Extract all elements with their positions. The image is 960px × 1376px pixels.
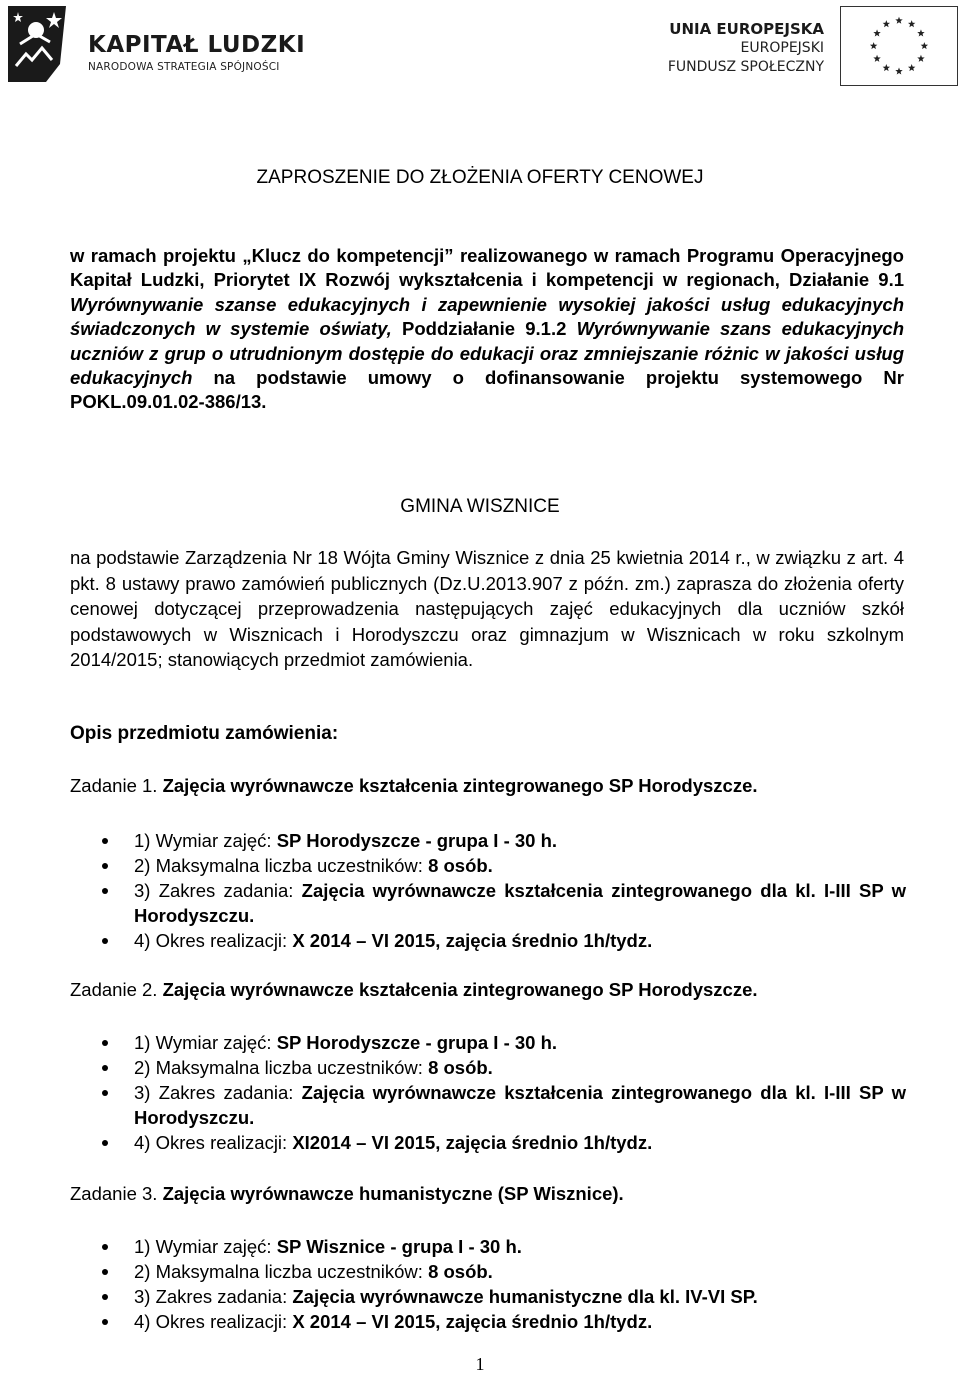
list-item — [134, 1259, 906, 1284]
intro-part-1: w ramach projektu „Klucz do kompetencji” realizowanego w ramach Programu Operacyjnego Kapitał Ludzki, Priorytet IX Rozwój wykształcenia i kompetencji w regionach, Działanie 9.1 — [70, 245, 904, 291]
item-label: 2) Maksymalna liczba uczestników: — [134, 855, 429, 876]
left-logo-subtitle: NARODOWA STRATEGIA SPÓJNOŚCI — [88, 61, 280, 73]
opis-heading: Opis przedmiotu zamówienia: — [70, 723, 339, 744]
task-1-list — [134, 828, 906, 953]
item-label: 2) Maksymalna liczba uczestników: — [134, 1057, 429, 1078]
item-label: 1) Wymiar zajęć: — [134, 830, 277, 851]
intro-paragraph — [70, 244, 904, 415]
page-title: ZAPROSZENIE DO ZŁOŻENIA OFERTY CENOWEJ — [256, 167, 704, 188]
item-value: Zajęcia wyrównawcze kształcenia zintegrowanego dla kl. I-III SP w Horodyszczu. — [134, 880, 906, 926]
left-logo-title: KAPITAŁ LUDZKI — [88, 32, 306, 58]
eu-star-icon — [883, 64, 890, 71]
right-logo-line1: UNIA EUROPEJSKA — [669, 20, 824, 38]
intro-part-2: Wyrównywanie szanse edukacyjnych i zapewnienie wysokiej jakości usług edukacyjnych świadczonych w systemie oświaty, — [70, 293, 904, 340]
eu-star-icon — [921, 42, 928, 49]
task-1-heading — [70, 775, 758, 797]
list-item — [134, 853, 906, 878]
list-item — [134, 1130, 906, 1155]
task-2-heading — [70, 979, 758, 1001]
item-value: 8 osób. — [428, 1057, 493, 1078]
intro-part-4: Wyrównywanie szans edukacyjnych uczniów z grup o utrudnionym dostępie do edukacji oraz zmniejszanie różnic w jakości usług edukacyjnych — [70, 318, 904, 389]
eu-star-icon — [895, 67, 902, 74]
item-label: 3) Zakres zadania: — [134, 1082, 302, 1103]
list-item — [134, 1030, 906, 1055]
kapital-ludzki-emblem-icon — [6, 4, 74, 84]
eu-star-icon — [917, 29, 924, 36]
eu-star-icon — [917, 55, 924, 62]
intro-part-3: Poddziałanie 9.1.2 — [402, 318, 567, 340]
item-value: X 2014 – VI 2015, zajęcia średnio 1h/tydz. — [292, 1311, 653, 1332]
page-number: 1 — [475, 1354, 485, 1374]
eu-star-icon — [873, 55, 880, 62]
task-1-title: Zajęcia wyrównawcze kształcenia zintegrowanego SP Horodyszcze. — [162, 775, 758, 796]
decree-paragraph: na podstawie Zarządzenia Nr 18 Wójta Gminy Wisznice z dnia 25 kwietnia 2014 r., w związku z art. 4 pkt. 8 ustawy prawo zamówień publicznych (Dz.U.2013.907 z późn. zm.) zaprasza do złożenia oferty cenowej dotyczącej przeprowadzenia następujących zajęć edukacyjnych dla uczniów szkół podstawowych w Wisznicach i Horodyszczu oraz gimnazjum w Wisznicach w roku szkolnym 2014/2015; stanowiących przedmiot zamówienia. — [70, 547, 904, 671]
kapital-ludzki-logo — [6, 4, 306, 84]
task-2-list — [134, 1030, 906, 1155]
eu-star-icon — [908, 64, 915, 71]
task-3-list — [134, 1234, 906, 1334]
item-value: 8 osób. — [428, 855, 493, 876]
list-item — [134, 1284, 906, 1309]
item-label: 4) Okres realizacji: — [134, 1132, 293, 1153]
item-label: 3) Zakres zadania: — [134, 880, 302, 901]
list-item — [134, 1080, 906, 1130]
item-label: 1) Wymiar zajęć: — [134, 1032, 277, 1053]
list-item — [134, 1055, 906, 1080]
task-3-title: Zajęcia wyrównawcze humanistyczne (SP Wisznice). — [162, 1183, 624, 1204]
right-logo-line2: EUROPEJSKI — [740, 40, 824, 56]
list-item — [134, 1234, 906, 1259]
eu-star-icon — [883, 20, 890, 27]
item-label: 1) Wymiar zajęć: — [134, 1236, 277, 1257]
task-1-prefix: Zadanie 1. — [70, 775, 158, 796]
item-value: X 2014 – VI 2015, zajęcia średnio 1h/tydz. — [292, 930, 653, 951]
item-value: 8 osób. — [428, 1261, 493, 1282]
eu-star-icon — [870, 42, 877, 49]
item-value: Zajęcia wyrównawcze humanistyczne dla kl. IV-VI SP. — [292, 1286, 758, 1307]
task-3-heading — [70, 1183, 624, 1205]
eu-star-icon — [895, 17, 902, 24]
task-3-prefix: Zadanie 3. — [70, 1183, 158, 1204]
list-item — [134, 878, 906, 928]
task-2-title: Zajęcia wyrównawcze kształcenia zintegrowanego SP Horodyszcze. — [162, 979, 758, 1000]
right-logo-line3: FUNDUSZ SPOŁECZNY — [667, 59, 824, 75]
item-label: 2) Maksymalna liczba uczestników: — [134, 1261, 429, 1282]
item-value: SP Horodyszcze - grupa I - 30 h. — [276, 830, 558, 851]
item-value: SP Horodyszcze - grupa I - 30 h. — [276, 1032, 558, 1053]
intro-part-5: na podstawie umowy o dofinansowanie projektu systemowego Nr POKL.09.01.02-386/13. — [70, 367, 904, 413]
item-value: SP Wisznice - grupa I - 30 h. — [276, 1236, 522, 1257]
item-label: 4) Okres realizacji: — [134, 930, 293, 951]
eu-star-icon — [908, 20, 915, 27]
list-item — [134, 928, 906, 953]
item-value: XI2014 – VI 2015, zajęcia średnio 1h/tydz. — [292, 1132, 653, 1153]
item-label: 4) Okres realizacji: — [134, 1311, 293, 1332]
item-value: Zajęcia wyrównawcze kształcenia zintegrowanego dla kl. I-III SP w Horodyszczu. — [134, 1082, 906, 1128]
eu-flag-icon — [840, 6, 958, 86]
unia-europejska-logo — [664, 6, 958, 86]
gmina-heading: GMINA WISZNICE — [400, 496, 560, 517]
item-label: 3) Zakres zadania: — [134, 1286, 293, 1307]
list-item — [134, 828, 906, 853]
eu-star-icon — [873, 29, 880, 36]
list-item — [134, 1309, 906, 1334]
task-2-prefix: Zadanie 2. — [70, 979, 158, 1000]
